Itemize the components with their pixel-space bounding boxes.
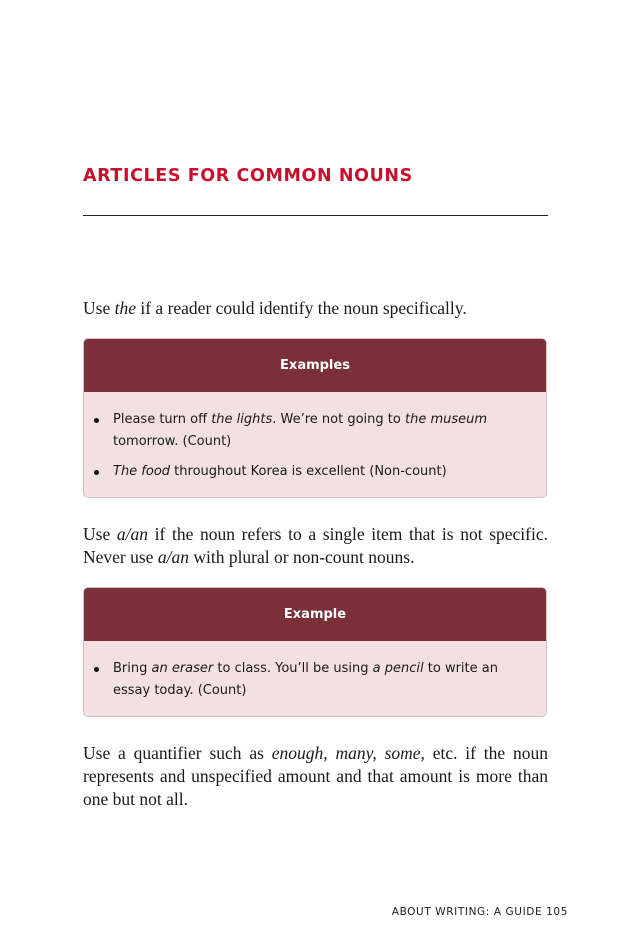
example-box-a-an <box>83 587 547 717</box>
paragraph-the: Use the if a reader could identify the noun specifically. <box>83 298 467 318</box>
heading-divider <box>83 215 548 216</box>
paragraph-a-an: Use a/an if the noun refers to a single item that is not specific. Never use a/an with plural or non-count nouns. <box>83 524 549 567</box>
list-item: The food throughout Korea is excellent (Non-count) <box>113 461 532 483</box>
page-footer <box>392 906 568 918</box>
section-heading: ARTICLES FOR COMMON NOUNS <box>83 166 413 186</box>
examples-box-title: Examples <box>84 339 546 392</box>
list-item: Please turn off the lights. We’re not going to the museum tomorrow. (Count) <box>113 409 532 453</box>
examples-list <box>84 392 546 497</box>
paragraph-quantifier: Use a quantifier such as enough, many, some, etc. if the noun represents and unspecified amount and that amount is more than one but not all. <box>83 743 548 809</box>
running-title: ABOUT WRITING: A GUIDE <box>391 906 543 918</box>
example-box-title: Example <box>84 588 546 641</box>
examples-box-the <box>83 338 547 498</box>
example-list <box>84 641 546 716</box>
page-number: 105 <box>546 906 568 918</box>
list-item: Bring an eraser to class. You’ll be using a pencil to write an essay today. (Count) <box>113 658 532 702</box>
